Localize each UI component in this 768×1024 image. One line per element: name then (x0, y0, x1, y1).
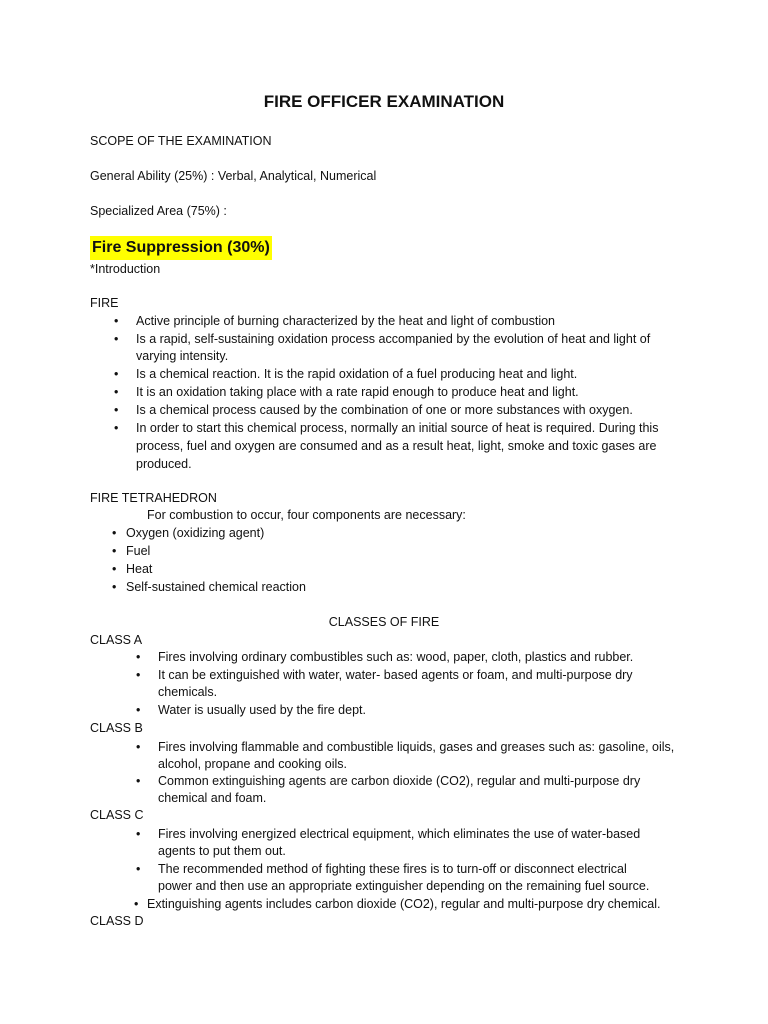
bullet-dot: • (136, 862, 141, 876)
class-c-heading: CLASS C (90, 808, 144, 822)
bullet-dot: • (136, 740, 141, 754)
fire-bullet-continuation: produced. (136, 457, 192, 471)
bullet-dot: • (112, 526, 117, 540)
page-title: FIRE OFFICER EXAMINATION (263, 92, 505, 111)
fire-bullet-continuation: varying intensity. (136, 349, 229, 363)
fire-bullet: Is a rapid, self-sustaining oxidation process accompanied by the evolution of heat and light of (136, 332, 651, 346)
scope-heading: SCOPE OF THE EXAMINATION (90, 134, 272, 148)
introduction-line: *Introduction (90, 262, 161, 276)
class-a-bullet: Fires involving ordinary combustibles such as: wood, paper, cloth, plastics and rubber. (158, 650, 634, 664)
class-b-heading: CLASS B (90, 721, 143, 735)
fire-heading: FIRE (90, 296, 119, 310)
bullet-dot: • (114, 314, 119, 328)
bullet-dot: • (114, 421, 119, 435)
tetrahedron-heading: FIRE TETRAHEDRON (90, 491, 217, 505)
specialized-area-line: Specialized Area (75%) : (90, 204, 227, 218)
class-a-bullet: It can be extinguished with water, water- based agents or foam, and multi-purpose dry (158, 668, 633, 682)
tetrahedron-bullet: Self-sustained chemical reaction (126, 580, 306, 594)
classes-heading: CLASSES OF FIRE (328, 615, 440, 629)
fire-bullet: Is a chemical process caused by the combination of one or more substances with oxygen. (136, 403, 633, 417)
class-d-heading: CLASS D (90, 914, 144, 928)
bullet-dot: • (136, 650, 141, 664)
class-a-heading: CLASS A (90, 633, 143, 647)
bullet-dot: • (136, 827, 141, 841)
fire-bullet: In order to start this chemical process, normally an initial source of heat is required. During this (136, 421, 659, 435)
bullet-dot: • (112, 562, 117, 576)
bullet-dot: • (114, 385, 119, 399)
class-b-bullet: Common extinguishing agents are carbon dioxide (CO2), regular and multi-purpose dry (158, 774, 641, 788)
class-c-bullet-continuation: power and then use an appropriate extinguisher depending on the remaining fuel source. (158, 879, 650, 893)
tetrahedron-bullet: Fuel (126, 544, 151, 558)
class-c-bullet-continuation: agents to put them out. (158, 844, 286, 858)
class-a-bullet: Water is usually used by the fire dept. (158, 703, 366, 717)
class-b-bullet-continuation: chemical and foam. (158, 791, 267, 805)
tetrahedron-bullet: Oxygen (oxidizing agent) (126, 526, 265, 540)
fire-bullet: Is a chemical reaction. It is the rapid oxidation of a fuel producing heat and light. (136, 367, 578, 381)
bullet-dot: • (136, 774, 141, 788)
bullet-dot: • (112, 544, 117, 558)
class-c-bullet: Fires involving energized electrical equipment, which eliminates the use of water-based (158, 827, 641, 841)
fire-bullet: It is an oxidation taking place with a rate rapid enough to produce heat and light. (136, 385, 579, 399)
general-ability-line: General Ability (25%) : Verbal, Analytical, Numerical (90, 169, 377, 183)
fire-bullet: Active principle of burning characterized by the heat and light of combustion (136, 314, 555, 328)
tetrahedron-bullet: Heat (126, 562, 153, 576)
bullet-dot: • (114, 332, 119, 346)
fire-bullet-continuation: process, fuel and oxygen are consumed and as a result heat, light, smoke and toxic gases are (136, 439, 657, 453)
class-c-bullet: The recommended method of fighting these fires is to turn-off or disconnect electrical (158, 862, 627, 876)
tetrahedron-intro: For combustion to occur, four components are necessary: (147, 508, 466, 522)
class-b-bullet: Fires involving flammable and combustible liquids, gases and greases such as: gasoline, oils, (158, 740, 675, 754)
bullet-dot: • (114, 403, 119, 417)
bullet-dot: • (136, 668, 141, 682)
bullet-dot: • (136, 703, 141, 717)
class-b-bullet-continuation: alcohol, propane and cooking oils. (158, 757, 348, 771)
bullet-dot: • (112, 580, 117, 594)
class-c-bullet: Extinguishing agents includes carbon dioxide (CO2), regular and multi-purpose dry chemical. (147, 897, 661, 911)
bullet-dot: • (114, 367, 119, 381)
bullet-dot: • (134, 897, 139, 911)
fire-suppression-highlight: Fire Suppression (30%) (90, 236, 272, 260)
class-a-bullet-continuation: chemicals. (158, 685, 218, 699)
